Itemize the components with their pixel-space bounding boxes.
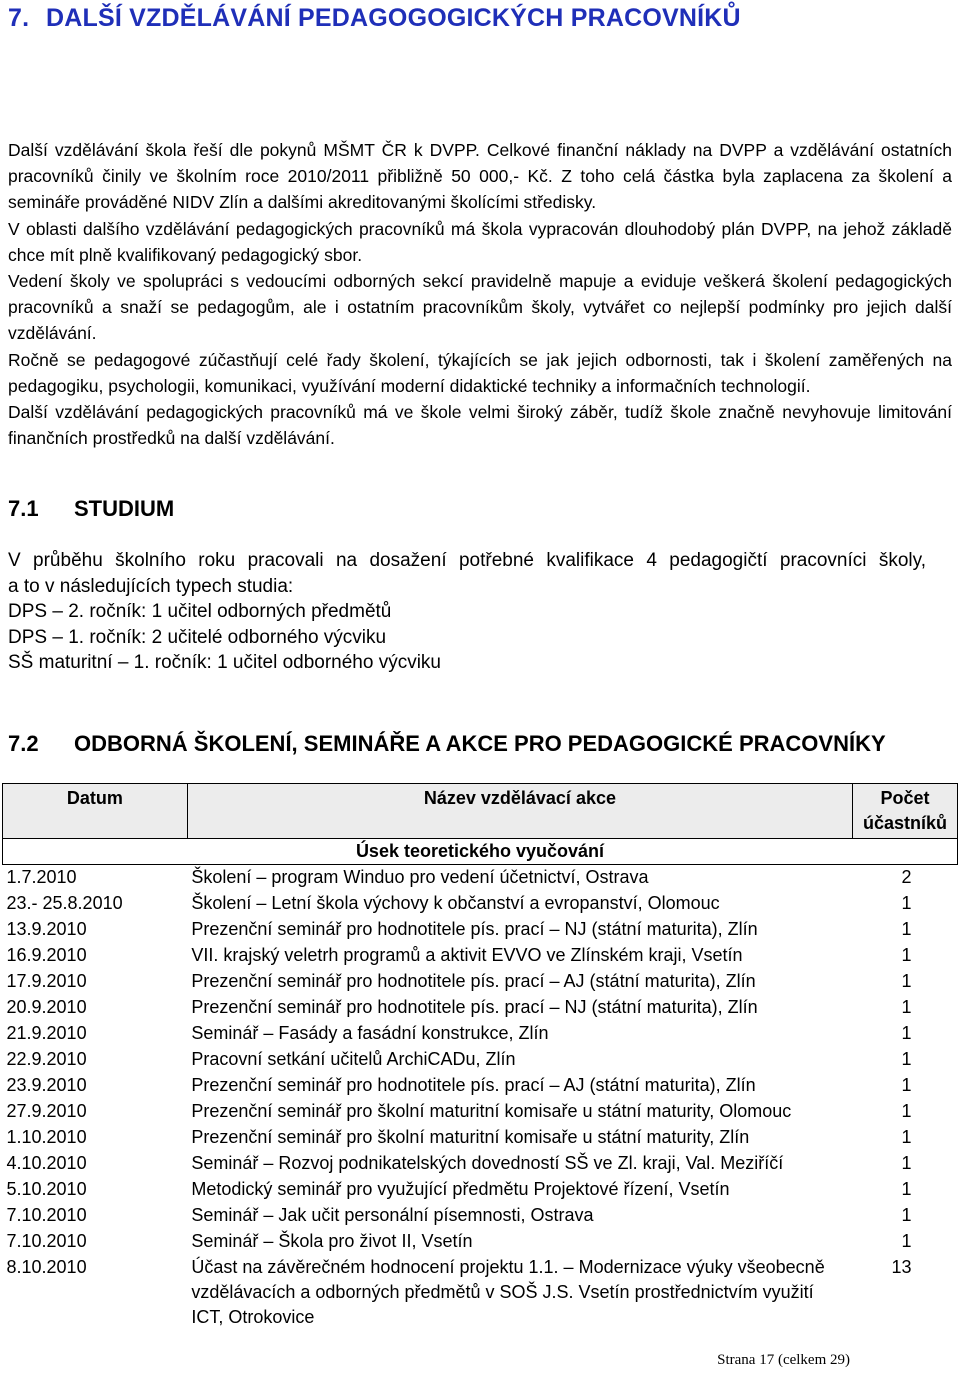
row-date: 16.9.2010 — [6, 945, 87, 965]
studium-text — [8, 548, 926, 676]
header-name: Název vzdělávací akce — [187, 784, 852, 839]
row-count: 1 — [901, 1153, 912, 1173]
row-count: 1 — [901, 1023, 912, 1043]
table-header-row — [3, 784, 958, 839]
row-date: 13.9.2010 — [6, 919, 87, 939]
studium-line: V průběhu školního roku pracovali na dosažení potřebné kvalifikace 4 pedagogičtí pracovníci školy, — [8, 550, 926, 571]
table-row — [3, 1203, 958, 1229]
header-date: Datum — [3, 784, 188, 839]
page-footer: Strana 17 (celkem 29) — [717, 1352, 850, 1368]
row-count: 1 — [901, 1205, 912, 1225]
table-row — [3, 1021, 958, 1047]
row-name: Seminář – Škola pro život II, Vsetín — [191, 1231, 473, 1251]
table-row — [3, 1151, 958, 1177]
table-row — [3, 865, 958, 892]
intro-paragraph: V oblasti dalšího vzdělávání pedagogických pracovníků má škola vypracován dlouhodobý plán DVPP, na jehož základě chce mít plně kvalifikovaný pedagogický sbor. — [8, 218, 952, 265]
row-name: Seminář – Jak učit personální písemnosti, Ostrava — [191, 1205, 594, 1225]
row-name: Účast na závěrečném hodnocení projektu 1.1. – Modernizace výuky všeobecně vzdělávacích a odborných předmětů v SOŠ J.S. Vsetín prostřednictvím využití ICT, Otrokovice — [191, 1257, 825, 1327]
row-name: Prezenční seminář pro hodnotitele pís. prací – NJ (státní maturita), Zlín — [191, 919, 758, 939]
section-title: STUDIUM — [74, 496, 175, 521]
row-name: Pracovní setkání učitelů ArchiCADu, Zlín — [191, 1049, 516, 1069]
section-label: Úsek teoretického vyučování — [3, 839, 958, 865]
section-number: 7.1 — [8, 496, 39, 521]
row-count: 1 — [901, 893, 912, 913]
section-heading-skoleni — [8, 731, 886, 757]
header-count: Počet účastníků — [853, 784, 958, 839]
row-date: 1.10.2010 — [6, 1127, 87, 1147]
row-name: Prezenční seminář pro hodnotitele pís. prací – AJ (státní maturita), Zlín — [191, 1075, 756, 1095]
intro-text — [8, 137, 952, 451]
row-name: Prezenční seminář pro hodnotitele pís. prací – AJ (státní maturita), Zlín — [191, 971, 756, 991]
row-name: Seminář – Rozvoj podnikatelských dovedností SŠ ve Zl. kraji, Val. Meziříčí — [191, 1153, 784, 1173]
row-date: 5.10.2010 — [6, 1179, 87, 1199]
table-row — [3, 1099, 958, 1125]
row-date: 23.- 25.8.2010 — [6, 893, 123, 913]
row-name: Školení – program Winduo pro vedení účetnictví, Ostrava — [191, 867, 649, 887]
row-name: Seminář – Fasády a fasádní konstrukce, Zlín — [191, 1023, 549, 1043]
table-section-row — [3, 839, 958, 865]
row-count: 1 — [901, 971, 912, 991]
table-row — [3, 917, 958, 943]
row-name: Školení – Letní škola výchovy k občanství a evropanství, Olomouc — [191, 893, 720, 913]
row-count: 1 — [901, 997, 912, 1017]
intro-paragraph: Vedení školy ve spolupráci s vedoucími odborných sekcí pravidelně mapuje a eviduje veškerá školení pedagogických pracovníků a snaží se pedagogům, ale i ostatním pracovníkům školy, vytvářet co nejlepší podmínky pro jejich další vzdělávání. — [8, 271, 952, 344]
row-name: Prezenční seminář pro školní maturitní komisaře u státní maturity, Olomouc — [191, 1101, 792, 1121]
row-count: 1 — [901, 1049, 912, 1069]
studium-line: DPS – 1. ročník: 2 učitelé odborného výcviku — [8, 626, 387, 648]
section-number: 7.2 — [8, 731, 39, 756]
table-row — [3, 1177, 958, 1203]
studium-line: a to v následujících typech studia: — [8, 575, 294, 597]
row-count: 1 — [901, 1101, 912, 1121]
row-count: 1 — [901, 1127, 912, 1147]
row-date: 7.10.2010 — [6, 1231, 87, 1251]
table-row — [3, 1229, 958, 1255]
chapter-heading — [8, 4, 741, 33]
table-row — [3, 1073, 958, 1099]
training-table — [2, 783, 958, 1331]
row-date: 8.10.2010 — [6, 1257, 87, 1277]
row-date: 1.7.2010 — [6, 867, 77, 887]
table-row — [3, 1125, 958, 1151]
table-row — [3, 995, 958, 1021]
table-row — [3, 969, 958, 995]
row-count: 1 — [901, 1231, 912, 1251]
studium-line: SŠ maturitní – 1. ročník: 1 učitel odborného výcviku — [8, 652, 441, 673]
row-count: 1 — [901, 919, 912, 939]
row-date: 20.9.2010 — [6, 997, 87, 1017]
table-row — [3, 1255, 958, 1331]
row-count: 1 — [901, 945, 912, 965]
intro-paragraph: Ročně se pedagogové zúčastňují celé řady školení, týkajících se jak jejich odbornosti, tak i školení zaměřených na pedagogiku, psychologii, komunikaci, využívání moderní didaktické techniky a informačních technologií. — [8, 349, 952, 396]
table-row — [3, 943, 958, 969]
row-date: 17.9.2010 — [6, 971, 87, 991]
row-name: VII. krajský veletrh programů a aktivit EVVO ve Zlínském kraji, Vsetín — [191, 945, 743, 965]
row-date: 27.9.2010 — [6, 1101, 87, 1121]
row-date: 23.9.2010 — [6, 1075, 87, 1095]
row-name: Prezenční seminář pro hodnotitele pís. prací – NJ (státní maturita), Zlín — [191, 997, 758, 1017]
chapter-title: DALŠÍ VZDĚLÁVÁNÍ PEDAGOGOGICKÝCH PRACOVNÍKŮ — [46, 4, 741, 32]
chapter-number: 7. — [8, 4, 30, 32]
row-name: Metodický seminář pro využující předmětu Projektové řízení, Vsetín — [191, 1179, 730, 1199]
row-date: 4.10.2010 — [6, 1153, 87, 1173]
section-title: ODBORNÁ ŠKOLENÍ, SEMINÁŘE A AKCE PRO PEDAGOGICKÉ PRACOVNÍKY — [74, 731, 886, 756]
table-row — [3, 1047, 958, 1073]
intro-paragraph: Další vzdělávání pedagogických pracovníků má ve škole velmi široký záběr, tudíž škole značně nevyhovuje limitování finančních prostředků na další vzdělávání. — [8, 402, 952, 449]
row-count: 1 — [901, 1075, 912, 1095]
intro-paragraph: Další vzdělávání škola řeší dle pokynů MŠMT ČR k DVPP. Celkové finanční náklady na DVPP a vzdělávání ostatních pracovníků činily ve školním roce 2010/2011 přibližně 50 000,- Kč. Z toho celá částka byla zaplacena za školení a semináře prováděné NIDV Zlín a dalšími akreditovanými školícími středisky. — [8, 140, 952, 213]
studium-line: DPS – 2. ročník: 1 učitel odborných předmětů — [8, 601, 392, 622]
row-count: 13 — [891, 1257, 912, 1277]
row-count: 1 — [901, 1179, 912, 1199]
section-heading-studium — [8, 496, 174, 522]
row-date: 21.9.2010 — [6, 1023, 87, 1043]
row-date: 7.10.2010 — [6, 1205, 87, 1225]
row-count: 2 — [901, 867, 912, 887]
row-name: Prezenční seminář pro školní maturitní komisaře u státní maturity, Zlín — [191, 1127, 750, 1147]
row-date: 22.9.2010 — [6, 1049, 87, 1069]
table-row — [3, 891, 958, 917]
